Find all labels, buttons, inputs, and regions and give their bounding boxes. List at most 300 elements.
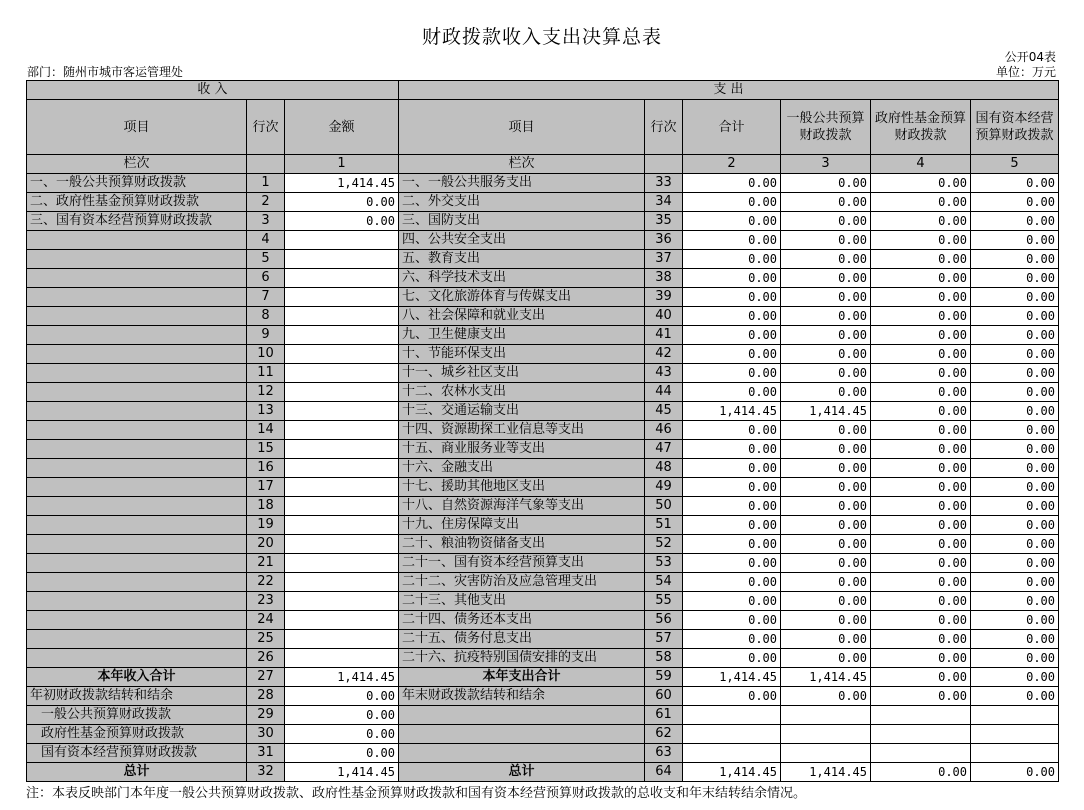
income-item-cell: 年初财政拨款结转和结余 [27, 687, 247, 706]
expense-total-cell [683, 725, 781, 744]
expense-line-cell: 60 [645, 687, 683, 706]
income-line-cell: 17 [247, 478, 285, 497]
expense-item-cell: 二十三、其他支出 [399, 592, 645, 611]
capital-budget-amount-cell [971, 706, 1059, 725]
general-budget-amount-cell: 0.00 [781, 307, 871, 326]
income-amount-cell [285, 383, 399, 402]
table-row [27, 763, 1059, 782]
expense-item-header: 项目 [399, 100, 645, 155]
fund-budget-amount-cell: 0.00 [871, 345, 971, 364]
expense-total-cell: 0.00 [683, 611, 781, 630]
expense-total-cell: 0.00 [683, 630, 781, 649]
capital-budget-amount-cell [971, 744, 1059, 763]
income-amount-cell [285, 573, 399, 592]
fund-budget-amount-cell: 0.00 [871, 763, 971, 782]
table-row [27, 478, 1059, 497]
general-budget-amount-cell [781, 706, 871, 725]
budget-table [26, 80, 1059, 782]
general-budget-amount-cell: 0.00 [781, 649, 871, 668]
income-amount-cell: 1,414.45 [285, 763, 399, 782]
income-amount-cell [285, 554, 399, 573]
income-line-cell: 21 [247, 554, 285, 573]
income-item-cell: 二、政府性基金预算财政拨款 [27, 193, 247, 212]
capital-budget-amount-cell: 0.00 [971, 174, 1059, 193]
expense-total-cell: 0.00 [683, 592, 781, 611]
fund-budget-amount-cell: 0.00 [871, 668, 971, 687]
income-line-cell: 20 [247, 535, 285, 554]
capital-budget-amount-cell: 0.00 [971, 193, 1059, 212]
capital-budget-amount-cell: 0.00 [971, 554, 1059, 573]
expense-item-cell: 本年支出合计 [399, 668, 645, 687]
expense-item-cell: 二十六、抗疫特别国债安排的支出 [399, 649, 645, 668]
capital-budget-amount-cell: 0.00 [971, 611, 1059, 630]
fund-budget-amount-cell: 0.00 [871, 459, 971, 478]
expense-total-cell: 0.00 [683, 573, 781, 592]
expense-line-cell: 47 [645, 440, 683, 459]
income-item-cell [27, 592, 247, 611]
general-budget-amount-cell: 0.00 [781, 516, 871, 535]
expense-total-cell: 0.00 [683, 212, 781, 231]
expense-total-header: 合计 [683, 100, 781, 155]
expense-line-cell: 59 [645, 668, 683, 687]
income-item-cell [27, 649, 247, 668]
expense-total-cell: 0.00 [683, 231, 781, 250]
expense-total-cell: 1,414.45 [683, 763, 781, 782]
table-row [27, 307, 1059, 326]
fund-budget-amount-cell: 0.00 [871, 307, 971, 326]
expense-item-cell: 十八、自然资源海洋气象等支出 [399, 497, 645, 516]
fund-budget-amount-cell [871, 706, 971, 725]
expense-line-cell: 53 [645, 554, 683, 573]
expense-item-cell: 四、公共安全支出 [399, 231, 645, 250]
expense-line-cell: 62 [645, 725, 683, 744]
income-line-cell: 23 [247, 592, 285, 611]
expense-total-cell: 0.00 [683, 649, 781, 668]
expense-item-cell [399, 706, 645, 725]
expense-total-cell: 0.00 [683, 364, 781, 383]
income-line-cell: 10 [247, 345, 285, 364]
expense-line-cell: 49 [645, 478, 683, 497]
table-row [27, 668, 1059, 687]
column-label: 栏次 [399, 155, 645, 174]
expense-total-cell: 0.00 [683, 250, 781, 269]
expense-line-cell: 37 [645, 250, 683, 269]
income-line-cell: 26 [247, 649, 285, 668]
table-row [27, 744, 1059, 763]
expense-header: 支 出 [399, 81, 1059, 100]
income-line-cell: 27 [247, 668, 285, 687]
income-item-cell: 三、国有资本经营预算财政拨款 [27, 212, 247, 231]
table-row [27, 231, 1059, 250]
fund-budget-amount-cell: 0.00 [871, 516, 971, 535]
expense-total-cell: 0.00 [683, 307, 781, 326]
table-row [27, 212, 1059, 231]
income-item-cell [27, 269, 247, 288]
income-item-cell [27, 478, 247, 497]
expense-total-cell: 0.00 [683, 345, 781, 364]
expense-line-cell: 64 [645, 763, 683, 782]
income-item-cell [27, 250, 247, 269]
table-row [27, 687, 1059, 706]
expense-total-cell: 0.00 [683, 421, 781, 440]
general-budget-amount-cell [781, 725, 871, 744]
general-budget-amount-cell: 0.00 [781, 440, 871, 459]
general-budget-amount-cell: 0.00 [781, 535, 871, 554]
fund-budget-amount-cell: 0.00 [871, 231, 971, 250]
expense-item-cell: 二十五、债务付息支出 [399, 630, 645, 649]
expense-total-cell: 0.00 [683, 174, 781, 193]
general-budget-amount-cell: 0.00 [781, 592, 871, 611]
general-budget-amount-cell: 0.00 [781, 231, 871, 250]
income-item-cell [27, 364, 247, 383]
expense-total-cell: 0.00 [683, 326, 781, 345]
income-line-cell: 9 [247, 326, 285, 345]
table-row [27, 421, 1059, 440]
general-budget-amount-cell: 0.00 [781, 421, 871, 440]
table-row [27, 326, 1059, 345]
fund-budget-amount-cell: 0.00 [871, 402, 971, 421]
expense-line-cell: 36 [645, 231, 683, 250]
expense-line-cell: 55 [645, 592, 683, 611]
table-row [27, 383, 1059, 402]
expense-total-cell: 0.00 [683, 383, 781, 402]
expense-item-cell: 二十二、灾害防治及应急管理支出 [399, 573, 645, 592]
income-line-cell: 29 [247, 706, 285, 725]
income-item-cell: 国有资本经营预算财政拨款 [27, 744, 247, 763]
income-line-cell: 28 [247, 687, 285, 706]
capital-budget-amount-cell: 0.00 [971, 763, 1059, 782]
income-line-cell: 32 [247, 763, 285, 782]
income-amount-cell [285, 421, 399, 440]
expense-item-cell: 六、科学技术支出 [399, 269, 645, 288]
income-amount-cell [285, 307, 399, 326]
capital-budget-amount-cell: 0.00 [971, 364, 1059, 383]
capital-budget-amount-cell: 0.00 [971, 307, 1059, 326]
income-amount-cell: 0.00 [285, 706, 399, 725]
income-amount-cell: 0.00 [285, 193, 399, 212]
fund-budget-amount-cell: 0.00 [871, 288, 971, 307]
expense-line-cell: 52 [645, 535, 683, 554]
expense-total-cell: 1,414.45 [683, 402, 781, 421]
expense-line-cell: 56 [645, 611, 683, 630]
capital-budget-amount-cell: 0.00 [971, 687, 1059, 706]
income-item-cell: 总计 [27, 763, 247, 782]
expense-item-cell: 十六、金融支出 [399, 459, 645, 478]
fund-budget-amount-cell: 0.00 [871, 592, 971, 611]
expense-total-cell: 1,414.45 [683, 668, 781, 687]
income-line-cell: 19 [247, 516, 285, 535]
income-line-cell: 4 [247, 231, 285, 250]
capital-budget-amount-cell: 0.00 [971, 478, 1059, 497]
fund-budget-amount-cell: 0.00 [871, 326, 971, 345]
capital-budget-amount-cell: 0.00 [971, 421, 1059, 440]
fund-budget-amount-cell: 0.00 [871, 174, 971, 193]
income-header: 收 入 [27, 81, 399, 100]
capital-budget-amount-cell: 0.00 [971, 326, 1059, 345]
income-line-cell: 16 [247, 459, 285, 478]
table-row [27, 649, 1059, 668]
table-row [27, 706, 1059, 725]
general-budget-amount-cell: 1,414.45 [781, 668, 871, 687]
expense-line-cell: 42 [645, 345, 683, 364]
expense-item-cell: 二十四、债务还本支出 [399, 611, 645, 630]
capital-budget-amount-cell: 0.00 [971, 630, 1059, 649]
table-body [27, 174, 1059, 782]
income-line-cell: 6 [247, 269, 285, 288]
expense-item-cell: 总计 [399, 763, 645, 782]
general-budget-amount-cell: 0.00 [781, 288, 871, 307]
fund-budget-amount-cell: 0.00 [871, 649, 971, 668]
expense-item-cell: 十七、援助其他地区支出 [399, 478, 645, 497]
expense-total-cell: 0.00 [683, 554, 781, 573]
expense-line-cell: 61 [645, 706, 683, 725]
general-budget-amount-cell: 0.00 [781, 326, 871, 345]
income-amount-cell [285, 592, 399, 611]
expense-line-cell: 33 [645, 174, 683, 193]
income-amount-cell [285, 497, 399, 516]
capital-budget-header: 国有资本经营预算财政拨款 [971, 100, 1059, 155]
fund-budget-amount-cell: 0.00 [871, 212, 971, 231]
table-row [27, 459, 1059, 478]
capital-budget-amount-cell: 0.00 [971, 288, 1059, 307]
income-line-cell: 25 [247, 630, 285, 649]
fund-budget-amount-cell: 0.00 [871, 440, 971, 459]
fund-budget-amount-cell: 0.00 [871, 421, 971, 440]
footnote: 注：本表反映部门本年度一般公共预算财政拨款、政府性基金预算财政拨款和国有资本经营预算财政拨款的总收支和年末结转结余情况。 [26, 786, 807, 801]
income-item-cell [27, 611, 247, 630]
table-row [27, 535, 1059, 554]
capital-budget-amount-cell: 0.00 [971, 535, 1059, 554]
fund-budget-amount-cell [871, 725, 971, 744]
income-amount-cell: 1,414.45 [285, 174, 399, 193]
income-amount-cell [285, 402, 399, 421]
income-item-cell [27, 307, 247, 326]
column-number: 2 [683, 155, 781, 174]
capital-budget-amount-cell: 0.00 [971, 231, 1059, 250]
expense-line-cell: 63 [645, 744, 683, 763]
income-amount-cell [285, 516, 399, 535]
expense-item-cell: 十四、资源勘探工业信息等支出 [399, 421, 645, 440]
expense-item-cell: 二、外交支出 [399, 193, 645, 212]
income-amount-cell [285, 288, 399, 307]
table-row [27, 364, 1059, 383]
fund-budget-amount-cell: 0.00 [871, 630, 971, 649]
expense-item-cell [399, 725, 645, 744]
general-budget-amount-cell: 0.00 [781, 383, 871, 402]
income-item-cell [27, 288, 247, 307]
fund-budget-amount-cell: 0.00 [871, 573, 971, 592]
income-amount-cell: 1,414.45 [285, 668, 399, 687]
general-budget-amount-cell: 0.00 [781, 459, 871, 478]
general-budget-amount-cell: 0.00 [781, 478, 871, 497]
expense-line-cell: 58 [645, 649, 683, 668]
income-amount-cell: 0.00 [285, 725, 399, 744]
income-item-cell [27, 554, 247, 573]
income-amount-cell [285, 345, 399, 364]
income-line-cell: 1 [247, 174, 285, 193]
capital-budget-amount-cell [971, 725, 1059, 744]
expense-total-cell: 0.00 [683, 516, 781, 535]
income-line-cell: 14 [247, 421, 285, 440]
expense-item-cell: 二十一、国有资本经营预算支出 [399, 554, 645, 573]
general-budget-amount-cell: 0.00 [781, 554, 871, 573]
income-item-cell [27, 459, 247, 478]
income-item-cell [27, 421, 247, 440]
capital-budget-amount-cell: 0.00 [971, 592, 1059, 611]
table-row [27, 402, 1059, 421]
income-item-cell [27, 231, 247, 250]
income-line-header: 行次 [247, 100, 285, 155]
income-item-cell: 一、一般公共预算财政拨款 [27, 174, 247, 193]
general-budget-amount-cell: 1,414.45 [781, 402, 871, 421]
fund-budget-amount-cell: 0.00 [871, 478, 971, 497]
expense-total-cell [683, 744, 781, 763]
expense-line-cell: 38 [645, 269, 683, 288]
table-row [27, 516, 1059, 535]
income-amount-cell [285, 326, 399, 345]
income-item-cell [27, 326, 247, 345]
general-budget-amount-cell: 1,414.45 [781, 763, 871, 782]
expense-line-header: 行次 [645, 100, 683, 155]
table-row [27, 611, 1059, 630]
general-budget-amount-cell: 0.00 [781, 611, 871, 630]
income-amount-cell [285, 440, 399, 459]
expense-line-cell: 34 [645, 193, 683, 212]
income-line-cell: 5 [247, 250, 285, 269]
fund-budget-amount-cell: 0.00 [871, 250, 971, 269]
income-line-cell: 13 [247, 402, 285, 421]
capital-budget-amount-cell: 0.00 [971, 250, 1059, 269]
income-line-cell: 3 [247, 212, 285, 231]
expense-line-cell: 46 [645, 421, 683, 440]
income-line-cell: 15 [247, 440, 285, 459]
expense-total-cell [683, 706, 781, 725]
income-amount-cell: 0.00 [285, 744, 399, 763]
income-amount-cell [285, 535, 399, 554]
income-item-cell: 一般公共预算财政拨款 [27, 706, 247, 725]
table-row [27, 497, 1059, 516]
expense-line-cell: 41 [645, 326, 683, 345]
income-amount-cell [285, 231, 399, 250]
expense-item-cell: 八、社会保障和就业支出 [399, 307, 645, 326]
general-budget-amount-cell: 0.00 [781, 630, 871, 649]
general-budget-amount-cell: 0.00 [781, 573, 871, 592]
table-row [27, 269, 1059, 288]
capital-budget-amount-cell: 0.00 [971, 459, 1059, 478]
fund-budget-amount-cell: 0.00 [871, 364, 971, 383]
income-amount-cell [285, 364, 399, 383]
table-row [27, 193, 1059, 212]
expense-total-cell: 0.00 [683, 193, 781, 212]
income-line-cell: 30 [247, 725, 285, 744]
income-amount-cell [285, 649, 399, 668]
general-budget-amount-cell [781, 744, 871, 763]
expense-line-cell: 50 [645, 497, 683, 516]
table-row [27, 630, 1059, 649]
general-budget-amount-cell: 0.00 [781, 269, 871, 288]
fund-budget-amount-cell: 0.00 [871, 497, 971, 516]
table-row [27, 288, 1059, 307]
column-number: 5 [971, 155, 1059, 174]
capital-budget-amount-cell: 0.00 [971, 573, 1059, 592]
table-row [27, 250, 1059, 269]
income-item-cell [27, 497, 247, 516]
income-line-cell: 11 [247, 364, 285, 383]
expense-total-cell: 0.00 [683, 497, 781, 516]
table-row [27, 573, 1059, 592]
column-number: 4 [871, 155, 971, 174]
expense-line-cell: 43 [645, 364, 683, 383]
capital-budget-amount-cell: 0.00 [971, 497, 1059, 516]
capital-budget-amount-cell: 0.00 [971, 212, 1059, 231]
income-line-cell: 12 [247, 383, 285, 402]
capital-budget-amount-cell: 0.00 [971, 668, 1059, 687]
expense-line-cell: 35 [645, 212, 683, 231]
unit-label: 单位：万元 [995, 65, 1056, 79]
expense-item-cell: 十五、商业服务业等支出 [399, 440, 645, 459]
column-number: 1 [285, 155, 399, 174]
capital-budget-amount-cell: 0.00 [971, 440, 1059, 459]
column-number: 3 [781, 155, 871, 174]
expense-item-cell: 十九、住房保障支出 [399, 516, 645, 535]
expense-item-cell: 十三、交通运输支出 [399, 402, 645, 421]
general-budget-amount-cell: 0.00 [781, 687, 871, 706]
column-label: 栏次 [27, 155, 247, 174]
income-amount-cell [285, 269, 399, 288]
income-line-cell: 7 [247, 288, 285, 307]
expense-line-cell: 44 [645, 383, 683, 402]
income-line-cell: 8 [247, 307, 285, 326]
income-line-cell: 31 [247, 744, 285, 763]
income-amount-header: 金额 [285, 100, 399, 155]
income-amount-cell [285, 250, 399, 269]
general-budget-amount-cell: 0.00 [781, 250, 871, 269]
capital-budget-amount-cell: 0.00 [971, 516, 1059, 535]
income-item-cell: 本年收入合计 [27, 668, 247, 687]
capital-budget-amount-cell: 0.00 [971, 345, 1059, 364]
fund-budget-amount-cell: 0.00 [871, 611, 971, 630]
expense-item-cell: 五、教育支出 [399, 250, 645, 269]
table-row [27, 725, 1059, 744]
capital-budget-amount-cell: 0.00 [971, 402, 1059, 421]
expense-total-cell: 0.00 [683, 535, 781, 554]
general-budget-amount-cell: 0.00 [781, 193, 871, 212]
expense-item-cell: 十二、农林水支出 [399, 383, 645, 402]
general-budget-amount-cell: 0.00 [781, 345, 871, 364]
income-item-cell [27, 440, 247, 459]
income-item-cell [27, 630, 247, 649]
income-item-cell: 政府性基金预算财政拨款 [27, 725, 247, 744]
fund-budget-amount-cell: 0.00 [871, 383, 971, 402]
fund-budget-amount-cell [871, 744, 971, 763]
income-item-header: 项目 [27, 100, 247, 155]
expense-item-cell: 十、节能环保支出 [399, 345, 645, 364]
capital-budget-amount-cell: 0.00 [971, 269, 1059, 288]
income-line-cell: 2 [247, 193, 285, 212]
expense-item-cell: 年末财政拨款结转和结余 [399, 687, 645, 706]
expense-total-cell: 0.00 [683, 459, 781, 478]
fund-budget-header: 政府性基金预算财政拨款 [871, 100, 971, 155]
form-code: 公开04表 [1004, 50, 1056, 64]
income-line-cell: 22 [247, 573, 285, 592]
fund-budget-amount-cell: 0.00 [871, 687, 971, 706]
expense-total-cell: 0.00 [683, 269, 781, 288]
income-line-cell: 24 [247, 611, 285, 630]
expense-item-cell: 九、卫生健康支出 [399, 326, 645, 345]
expense-item-cell: 三、国防支出 [399, 212, 645, 231]
capital-budget-amount-cell: 0.00 [971, 383, 1059, 402]
general-budget-amount-cell: 0.00 [781, 212, 871, 231]
